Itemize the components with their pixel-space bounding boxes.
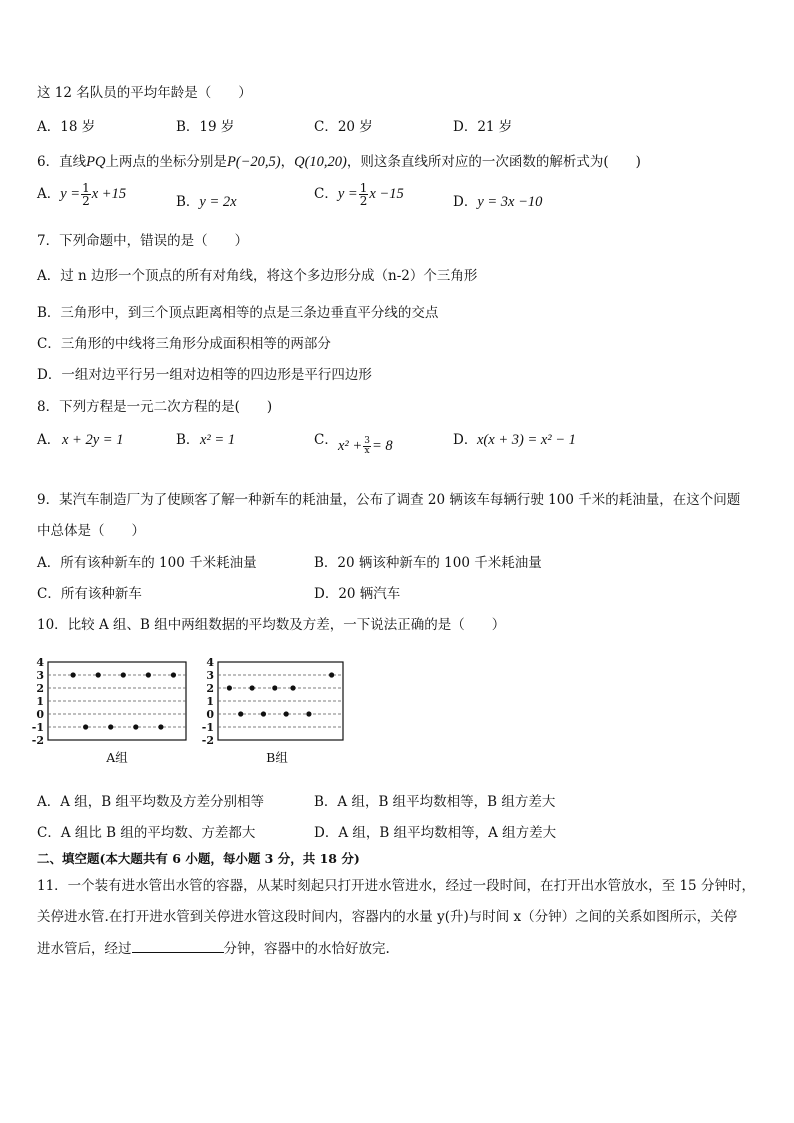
chart-b-point: [249, 685, 254, 690]
q5-option-a: A．18 岁: [37, 119, 96, 135]
chart-b-point: [272, 685, 277, 690]
chart-b-point: [261, 711, 266, 716]
chart-a-point: [108, 724, 113, 729]
chart-b-point: [306, 711, 311, 716]
q7-option-a: A．过 n 边形一个顶点的所有对角线，将这个多边形分成（n-2）个三角形: [37, 268, 478, 284]
q9-option-d: D．20 辆汽车: [314, 586, 401, 602]
q10-option-b: B．A 组，B 组平均数相等，B 组方差大: [314, 794, 556, 810]
q8-option-c-expr: x² + $\frac{3}{x}$ = 8: [338, 436, 393, 456]
q8-option-d-expr: x(x + 3) = x² − 1: [477, 432, 576, 448]
chart-b-tick-label: -1: [201, 721, 214, 734]
chart-a-point: [83, 724, 88, 729]
chart-b-point: [238, 711, 243, 716]
chart-a-point: [121, 672, 126, 677]
chart-a-point: [158, 724, 163, 729]
q7-option-b: B．三角形中，到三个顶点距离相等的点是三条边垂直平分线的交点: [37, 305, 439, 321]
chart-b-tick-label: -2: [201, 734, 214, 747]
q8-option-d: D．: [453, 432, 478, 448]
q5-stem: 这 12 名队员的平均年龄是（ ）: [37, 85, 252, 101]
chart-a-point: [171, 672, 176, 677]
chart-a-tick-label: -2: [31, 734, 44, 747]
q6-stem: 6．直线PQ上两点的坐标分别是P(−20,5)，Q(10,20)，则这条直线所对应的一次函数的解析式为( ): [37, 154, 641, 170]
q9-option-b: B．20 辆该种新车的 100 千米耗油量: [314, 555, 542, 571]
chart-b-tick-label: 2: [206, 682, 214, 695]
q6-option-b: B．y = 2x: [176, 194, 237, 210]
q8-option-a-expr: x + 2y = 1: [62, 432, 124, 448]
chart-a-tick-label: 1: [36, 695, 44, 708]
chart-b-point: [227, 685, 232, 690]
q11-line3: 进水管后，经过 分钟，容器中的水恰好放完.: [37, 941, 390, 957]
q7-option-d: D．一组对边平行另一组对边相等的四边形是平行四边形: [37, 367, 372, 383]
q5-option-b: B．19 岁: [176, 119, 235, 135]
q8-option-a: A．: [37, 432, 61, 448]
q10-option-d: D．A 组，B 组平均数相等，A 组方差大: [314, 825, 557, 841]
chart-a-point: [70, 672, 75, 677]
q10-option-c: C．A 组比 B 组的平均数、方差都大: [37, 825, 256, 841]
section-2-title: 二、填空题(本大题共有 6 小题，每小题 3 分，共 18 分): [37, 851, 360, 866]
q10-option-a: A．A 组，B 组平均数及方差分别相等: [37, 794, 265, 810]
chart-b-point: [329, 672, 334, 677]
chart-b-tick-label: 4: [206, 656, 214, 669]
chart-a-tick-label: 0: [36, 708, 44, 721]
chart-b-point: [284, 711, 289, 716]
chart-b-tick-label: 0: [206, 708, 214, 721]
q8-option-b: B．: [176, 432, 200, 448]
q9-stem-line2: 中总体是（ ）: [37, 523, 145, 539]
q8-stem: 8．下列方程是一元二次方程的是( ): [37, 399, 273, 415]
chart-a-tick-label: 3: [36, 669, 44, 682]
chart-b-tick-label: 3: [206, 669, 214, 682]
chart-b-title: B组: [266, 750, 288, 765]
chart-a-title: A组: [106, 750, 128, 765]
q6-option-d: D．y = 3x −10: [453, 194, 543, 210]
chart-a-tick-label: 2: [36, 682, 44, 695]
chart-a-point: [96, 672, 101, 677]
q5-option-d: D．21 岁: [453, 119, 513, 135]
q9-stem-line1: 9．某汽车制造厂为了使顾客了解一种新车的耗油量，公布了调查 20 辆该车每辆行驶 100 千米的耗油量，在这个问题: [37, 492, 741, 508]
q6-option-c: C．y = $\frac{1}{2}$ x −15: [314, 181, 404, 208]
chart-a-point: [133, 724, 138, 729]
q10-stem: 10．比较 A 组、B 组中两组数据的平均数及方差，一下说法正确的是（ ）: [37, 617, 506, 633]
chart-b-tick-label: 1: [206, 695, 214, 708]
chart-a-point: [146, 672, 151, 677]
q7-stem: 7．下列命题中，错误的是（ ）: [37, 233, 249, 249]
q9-option-c: C．所有该种新车: [37, 586, 142, 602]
chart-b-point: [290, 685, 295, 690]
q11-line2: 关停进水管.在打开进水管到关停进水管这段时间内，容器内的水量 y(升)与时间 x（分钟）之间的关系如图所示，关停: [37, 909, 738, 925]
answer-blank[interactable]: [132, 940, 224, 953]
chart-a-tick-label: -1: [31, 721, 44, 734]
q11-line1: 11．一个装有进水管出水管的容器，从某时刻起只打开进水管进水，经过一段时间，在打开出水管放水，至 15 分钟时，: [37, 878, 755, 894]
q8-option-b-expr: x² = 1: [200, 432, 236, 448]
q9-option-a: A．所有该种新车的 100 千米耗油量: [37, 555, 257, 571]
chart-a-tick-label: 4: [36, 656, 44, 669]
q6-option-a: A．y = $\frac{1}{2}$ x +15: [37, 181, 127, 208]
q10-charts: [30, 652, 360, 770]
q5-option-c: C．20 岁: [314, 119, 373, 135]
q8-option-c: C．: [314, 432, 338, 448]
q7-option-c: C．三角形的中线将三角形分成面积相等的两部分: [37, 336, 331, 352]
